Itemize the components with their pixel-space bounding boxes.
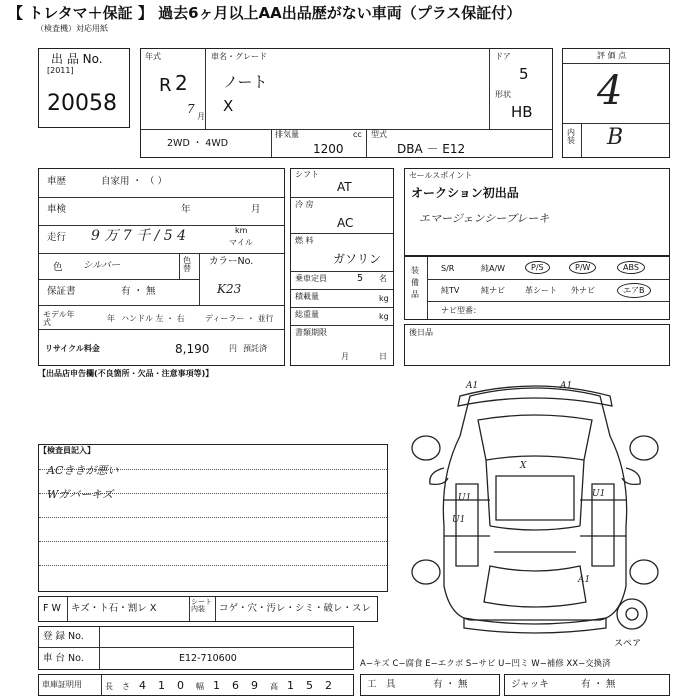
- inspector-line2: Wガバーキズ: [47, 488, 114, 501]
- mark-a1-right: A1: [560, 381, 573, 391]
- cert-label: 車庫証明用: [42, 680, 82, 689]
- year-label: 年式: [145, 52, 161, 61]
- sales-label: セールスポイント: [409, 171, 473, 180]
- doors-label: ドア: [495, 52, 511, 61]
- cert-digit: 1: [287, 679, 294, 692]
- cert-digit: 高: [270, 682, 278, 691]
- mark-u1-right: U1: [592, 489, 606, 499]
- load-unit: kg: [379, 294, 389, 303]
- equip-abs: ABS: [617, 261, 645, 274]
- jack-label: ジャッキ: [511, 679, 549, 690]
- history-label: 車歴: [47, 176, 67, 187]
- mark-x-hood: X: [520, 461, 527, 471]
- history-box: [38, 168, 285, 366]
- inspection-label: 車検: [47, 204, 67, 215]
- interior-label: 内装: [567, 128, 575, 145]
- tools-value: 有 ・ 無: [433, 679, 468, 690]
- recycle-status: 預託済: [243, 344, 267, 353]
- cert-digit: 9: [251, 679, 258, 692]
- dealer-label: ディーラー ・ 並行: [205, 314, 274, 323]
- lot-year-tag: [2011]: [47, 66, 74, 75]
- equip-navi: 純ナビ: [481, 286, 505, 295]
- cert-digit: 6: [232, 679, 239, 692]
- equipment-label: 装備品: [411, 266, 419, 299]
- specs-box: [290, 168, 394, 366]
- capacity-label: 乗車定員: [295, 274, 327, 283]
- sales-note: エマージェンシーブレーキ: [419, 212, 550, 225]
- inspector-box: [38, 444, 388, 592]
- tools-box: [360, 674, 500, 696]
- equip-aw: 純A/W: [481, 264, 506, 273]
- fw-label: F W: [43, 603, 61, 614]
- fw-items: キズ・ト石・割レ X: [71, 603, 157, 614]
- doors: 5: [519, 65, 529, 83]
- shape-label: 形状: [495, 90, 511, 99]
- equip-ext-navi: 外ナビ: [571, 286, 595, 295]
- mileage-label: 走行: [47, 232, 67, 243]
- equip-leather: 革シート: [525, 286, 557, 295]
- model-label: 型式: [371, 130, 387, 139]
- lot-label: 出 品 No.: [51, 52, 103, 66]
- color-label: 色: [53, 262, 63, 273]
- displacement: 1200: [313, 142, 344, 156]
- score-interior: B: [607, 125, 624, 150]
- later-box: [404, 324, 670, 366]
- inspector-label: 【検査員記入】: [39, 446, 95, 455]
- damage-legend: A−キズ C−腐食 E−エクボ S−サビ U−凹ミ W−補修 XX−交換済: [360, 659, 611, 669]
- history-value: 自家用 ・ （ ）: [101, 176, 168, 187]
- gross-label: 総重量: [295, 310, 319, 319]
- garage-cert-box: [38, 674, 354, 696]
- color-value: シルバー: [83, 260, 121, 271]
- cert-digit: 1: [158, 679, 165, 692]
- mark-u1-left-low: U1: [452, 515, 466, 525]
- equipment-box: [404, 256, 670, 320]
- car-diagram: [400, 376, 670, 646]
- cert-digits: [105, 679, 344, 692]
- cert-digit: 長: [105, 682, 113, 691]
- seat-items: コゲ・穴・汚レ・シミ・破レ・スレ: [219, 603, 372, 614]
- equip-tv: 純TV: [441, 286, 460, 295]
- name-label: 車名・グレード: [211, 52, 267, 61]
- mark-a1-left: A1: [466, 381, 479, 391]
- displacement-unit: cc: [353, 130, 362, 139]
- shift: AT: [337, 180, 352, 194]
- capacity: 5: [357, 273, 364, 284]
- warranty-value: 有 ・ 無: [121, 286, 156, 297]
- cert-digit: 2: [325, 679, 332, 692]
- mark-u1-left: U1: [458, 493, 472, 503]
- color-code: K23: [217, 282, 242, 296]
- banner: 【 トレタマ＋保証 】 過去6ヶ月以上AA出品歴がない車両（プラス保証付）: [8, 4, 522, 22]
- gross-unit: kg: [379, 312, 389, 321]
- cert-digit: 0: [177, 679, 184, 692]
- inspector-line1: ACききが悪い: [47, 464, 119, 477]
- capacity-unit: 名: [379, 274, 387, 283]
- top-note: （検査機）対応用紙: [36, 24, 108, 33]
- recycle-unit: 円: [229, 344, 237, 353]
- fuel-label: 燃 料: [295, 236, 314, 245]
- lot-box: [38, 48, 130, 128]
- lot-number: 20058: [47, 91, 117, 116]
- color-no-label: カラーNo.: [209, 256, 254, 267]
- jack-value: 有 ・ 無: [581, 679, 616, 690]
- handle-label: ハンドル 左 ・ 右: [121, 314, 185, 323]
- vehicle-box: [140, 48, 553, 158]
- spare-label: スペア: [614, 639, 642, 646]
- model-year-unit: 年: [107, 314, 115, 323]
- cert-digit: 1: [213, 679, 220, 692]
- navi-model-label: ナビ型番：: [441, 306, 481, 315]
- equip-airbag: エアB: [617, 283, 651, 298]
- recycle-value: 8,190: [175, 342, 210, 356]
- score-label: 評 価 点: [597, 51, 627, 60]
- papers-label: 書類期限: [295, 328, 327, 337]
- drive: 2WD ・ 4WD: [167, 138, 229, 149]
- fw-box: [38, 596, 378, 622]
- color-box-label: 色替: [183, 256, 191, 273]
- mileage: 9 万 7 千 / 5 4: [91, 228, 187, 244]
- mileage-unit-mile: マイル: [229, 238, 253, 247]
- mileage-unit-km: km: [235, 226, 248, 235]
- cert-digit: 4: [139, 679, 146, 692]
- cert-digit: 5: [306, 679, 313, 692]
- mark-a1-rear: A1: [578, 575, 591, 585]
- era: R: [159, 75, 172, 96]
- ac: AC: [337, 216, 354, 230]
- ac-label: 冷 房: [295, 200, 314, 209]
- chassis-label: 車 台 No.: [43, 653, 84, 664]
- recycle-label: リサイクル料金: [45, 344, 100, 353]
- seller-note-label: 【出品店申告欄(不良箇所・欠品・注意事項等)】: [38, 369, 214, 378]
- chassis-number: E12-710600: [179, 653, 237, 664]
- reg-label: 登 録 No.: [43, 631, 84, 642]
- papers-month: 月: [341, 352, 349, 361]
- car-grade: X: [223, 97, 234, 115]
- month: 7: [187, 102, 195, 116]
- equip-sr: S/R: [441, 264, 455, 273]
- load-label: 積載量: [295, 292, 319, 301]
- month-unit: 月: [197, 112, 205, 121]
- equip-ps: P/S: [525, 261, 550, 274]
- shift-label: シフト: [295, 170, 319, 179]
- inspection-month: 月: [251, 204, 261, 215]
- shape: HB: [511, 103, 533, 121]
- sales-box: [404, 168, 670, 256]
- sales-headline: オークション初出品: [411, 186, 519, 200]
- jack-box: [504, 674, 670, 696]
- cert-digit: さ: [122, 682, 130, 691]
- warranty-label: 保証書: [47, 286, 76, 297]
- seat-label: シート内装: [191, 598, 212, 613]
- model-year-label: モデル年式: [43, 310, 75, 327]
- score-overall: 4: [597, 68, 623, 114]
- car-name: ノート: [223, 73, 268, 91]
- tools-label: 工 具: [367, 679, 396, 690]
- registration-box: [38, 626, 354, 670]
- displacement-label: 排気量: [275, 130, 299, 139]
- model: DBA － E12: [397, 142, 466, 156]
- score-box: [562, 48, 670, 158]
- later-label: 後日品: [409, 328, 433, 337]
- fuel: ガソリン: [333, 252, 382, 266]
- papers-day: 日: [379, 352, 387, 361]
- inspection-year: 年: [181, 204, 191, 215]
- cert-digit: 幅: [196, 682, 204, 691]
- year: 2: [175, 71, 188, 95]
- equip-pw: P/W: [569, 261, 596, 274]
